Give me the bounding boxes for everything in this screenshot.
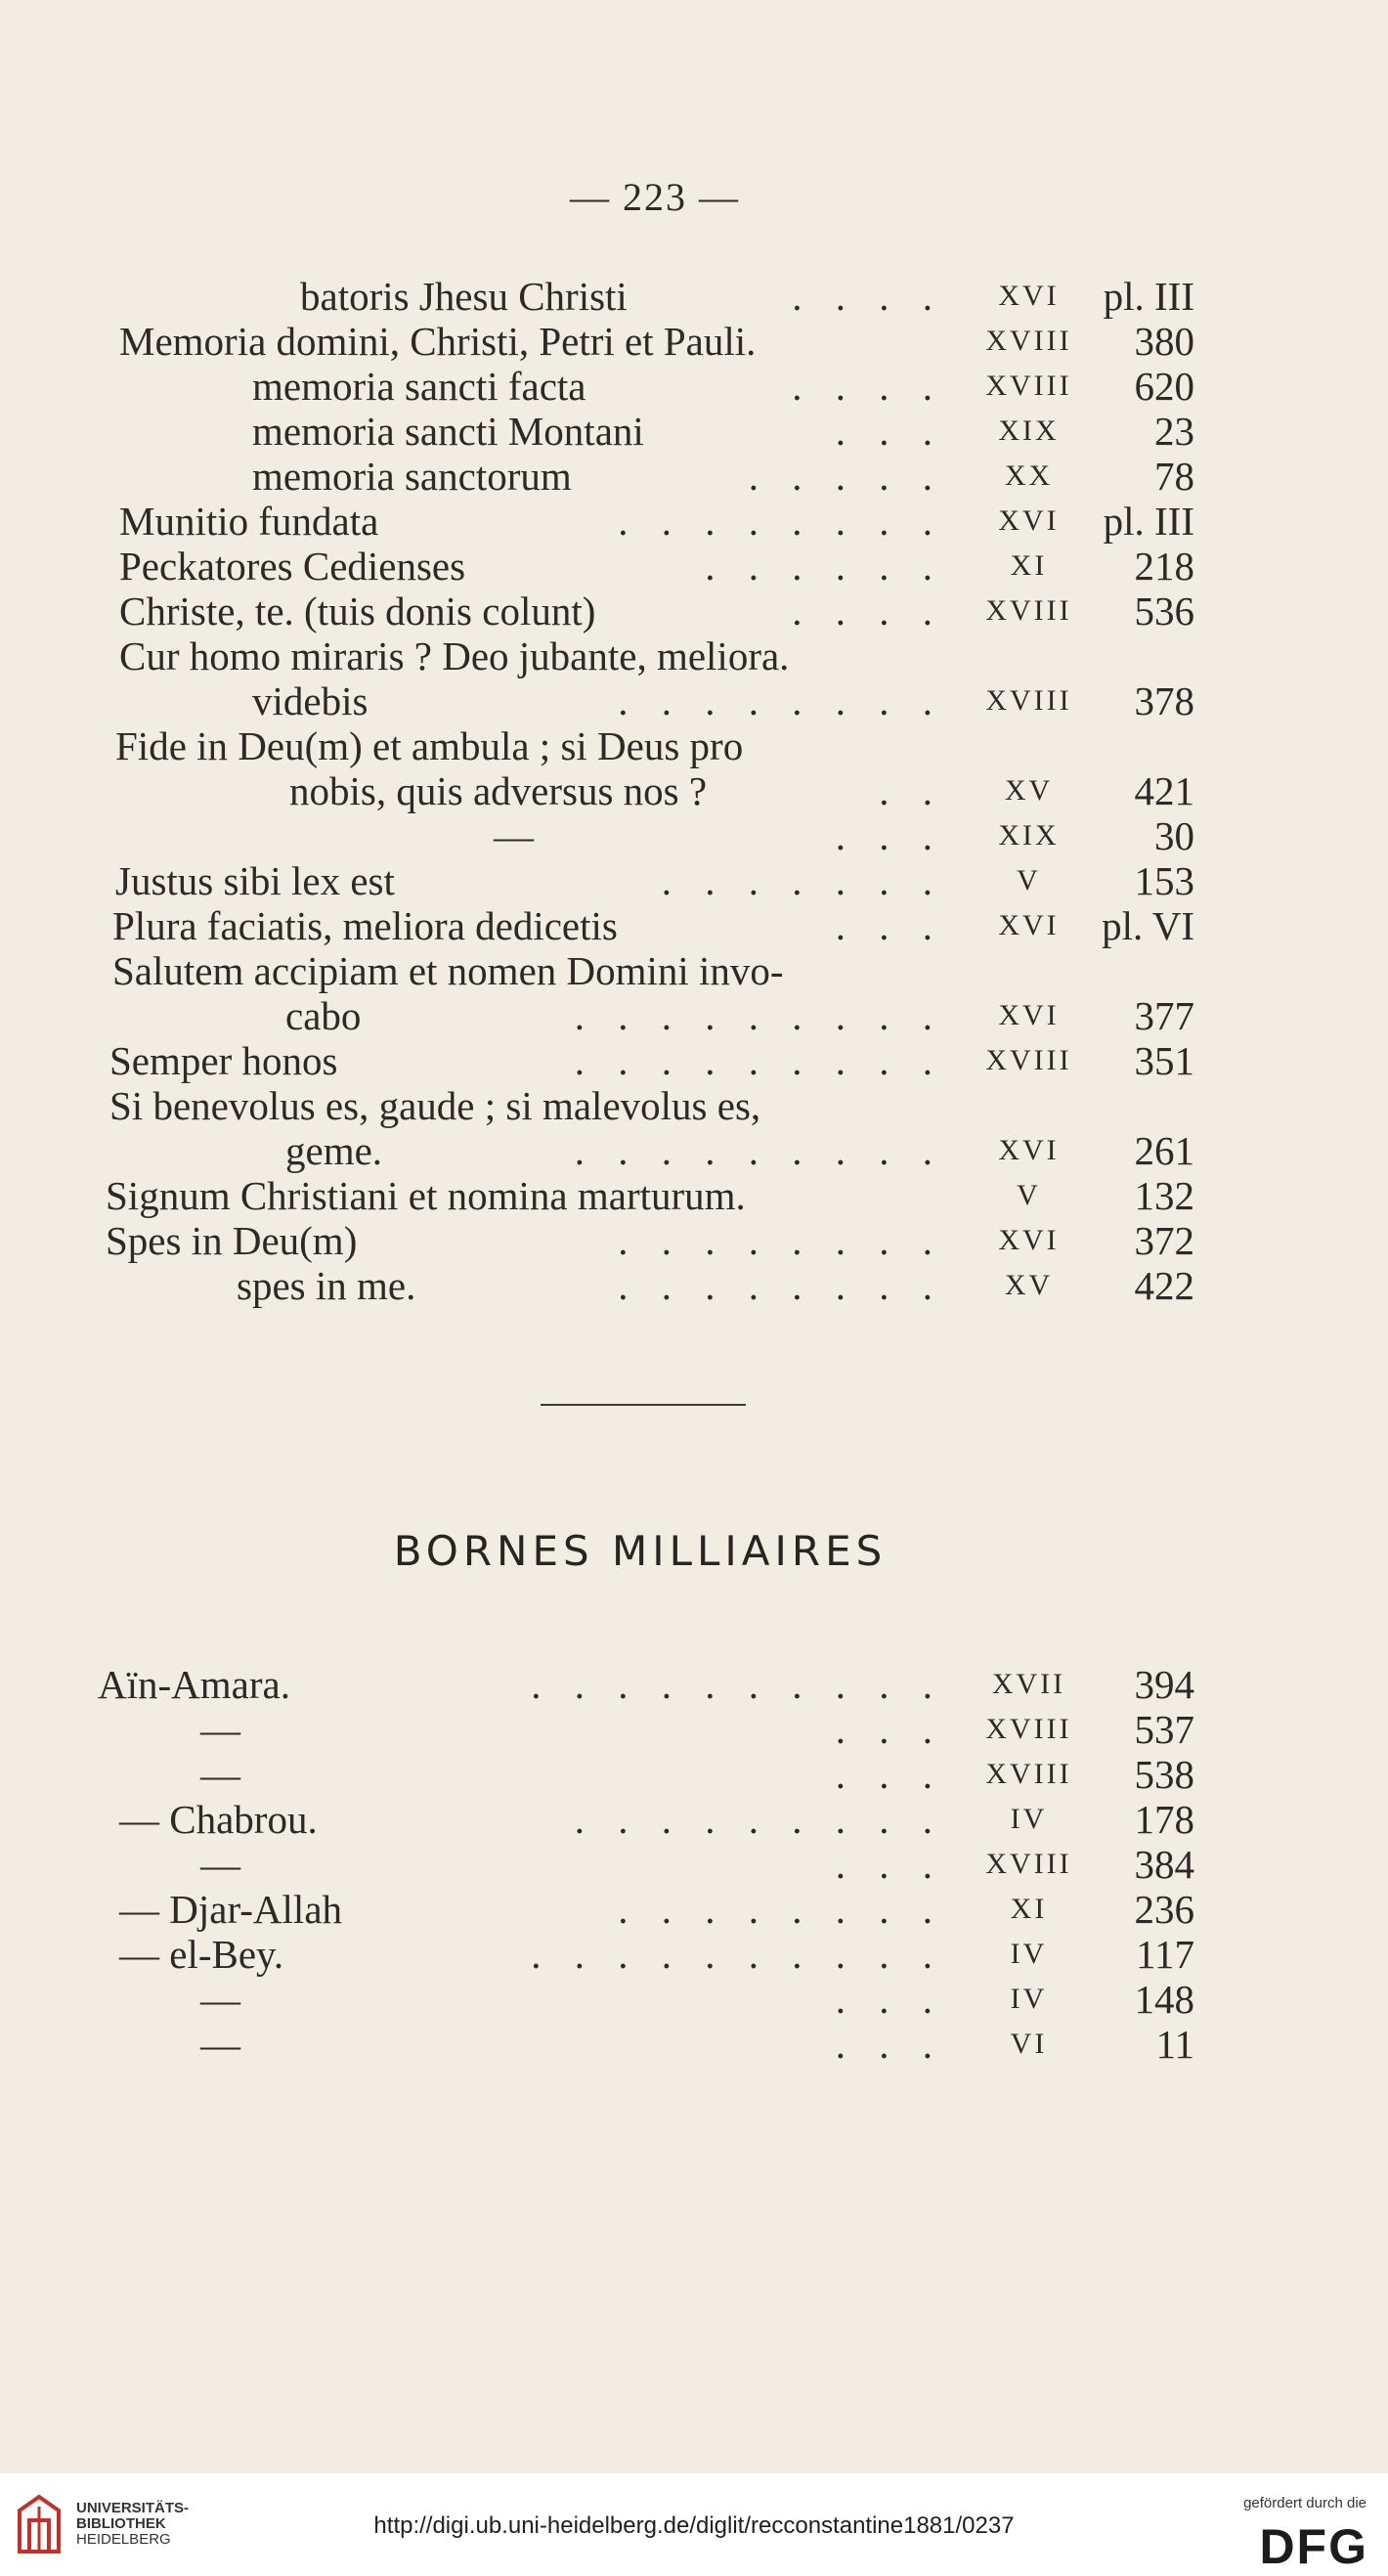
leader-dots: . . . . . . . . <box>618 499 944 544</box>
entry-text: — <box>200 2022 240 2067</box>
page-reference: 148 <box>1134 1977 1194 2022</box>
index-entry <box>0 1797 1388 1842</box>
entry-text: Memoria domini, Christi, Petri et Pauli. <box>119 319 757 364</box>
entry-text: videbis <box>252 678 369 723</box>
index-entry <box>0 364 1388 409</box>
index-entry <box>0 499 1388 544</box>
page-reference: 153 <box>1134 858 1194 903</box>
leader-dots: . . . . . . . . <box>618 1887 944 1932</box>
index-entry <box>0 2022 1388 2067</box>
leader-dots: . . . . <box>792 364 944 409</box>
page-reference: 11 <box>1155 2022 1194 2067</box>
index-entry <box>0 454 1388 499</box>
entry-text: batoris Jhesu Christi <box>300 274 628 319</box>
index-entry <box>0 1752 1388 1797</box>
entry-text: — Chabrou. <box>119 1797 318 1842</box>
entry-text: Aïn-Amara. <box>98 1662 290 1707</box>
page-reference: 537 <box>1134 1707 1194 1752</box>
entry-text: — <box>200 1707 240 1752</box>
entry-text: Cur homo miraris ? Deo jubante, meliora. <box>119 633 790 678</box>
volume-number: XI <box>1010 549 1048 582</box>
leader-dots: . . . <box>835 409 944 454</box>
volume-number: XVI <box>998 1224 1060 1256</box>
entry-text: nobis, quis adversus nos ? <box>289 768 708 813</box>
page-reference: 30 <box>1154 813 1194 858</box>
index-entry <box>0 589 1388 633</box>
entry-text: — <box>494 813 534 858</box>
index-entry <box>0 1842 1388 1887</box>
index-entry <box>0 1173 1388 1218</box>
page-reference: 218 <box>1134 544 1194 589</box>
leader-dots: . . . <box>835 903 944 948</box>
entry-text: Munitio fundata <box>119 499 379 544</box>
funding-note: gefördert durch die <box>1243 2495 1366 2511</box>
page-reference: 23 <box>1154 409 1194 454</box>
page-reference: 236 <box>1134 1887 1194 1932</box>
leader-dots: . . . . <box>792 589 944 633</box>
entry-text: Si benevolus es, gaude ; si malevolus es, <box>109 1083 761 1128</box>
entry-text: Spes in Deu(m) <box>106 1218 358 1263</box>
leader-dots: . . <box>879 768 944 813</box>
entry-text: Christe, te. (tuis donis colunt) <box>119 589 596 633</box>
leader-dots: . . . <box>835 813 944 858</box>
leader-dots: . . . . . . . <box>661 858 944 903</box>
page-reference: 261 <box>1134 1128 1194 1173</box>
entry-text: Semper honos <box>109 1038 338 1083</box>
volume-number: XVI <box>998 280 1060 312</box>
page-reference: 421 <box>1134 768 1194 813</box>
entry-text: Signum Christiani et nomina marturum. <box>106 1173 746 1218</box>
leader-dots: . . . <box>835 1977 944 2022</box>
volume-number: XX <box>1004 459 1054 492</box>
entry-text: Justus sibi lex est <box>115 858 395 903</box>
entry-text: — Djar-Allah <box>119 1887 343 1932</box>
library-name: UNIVERSITÄTS- BIBLIOTHEK HEIDELBERG <box>76 2500 190 2548</box>
volume-number: XV <box>1004 1269 1054 1301</box>
volume-number: IV <box>1010 1938 1048 1970</box>
index-entry <box>0 678 1388 723</box>
page-reference: 538 <box>1134 1752 1194 1797</box>
leader-dots: . . . <box>835 1707 944 1752</box>
volume-number: XVI <box>998 999 1060 1031</box>
volume-number: XIX <box>998 415 1060 447</box>
index-entry <box>0 1263 1388 1308</box>
index-entry <box>0 1083 1388 1128</box>
page-reference: 378 <box>1134 678 1194 723</box>
page-reference: 351 <box>1134 1038 1194 1083</box>
index-entry <box>0 1707 1388 1752</box>
volume-number: IV <box>1010 1983 1048 2015</box>
index-entry <box>0 544 1388 589</box>
leader-dots: . . . . . <box>748 454 944 499</box>
dfg-logo: DFG <box>1259 2519 1368 2574</box>
page-reference: 394 <box>1134 1662 1194 1707</box>
volume-number: XVIII <box>985 684 1072 717</box>
entry-text: cabo <box>285 993 362 1038</box>
index-entry <box>0 1977 1388 2022</box>
page-reference: 620 <box>1134 364 1194 409</box>
leader-dots: . . . . . . <box>705 544 944 589</box>
leader-dots: . . . . . . . . . . <box>531 1662 944 1707</box>
page-reference: 384 <box>1134 1842 1194 1887</box>
index-entry <box>0 768 1388 813</box>
index-entry <box>0 633 1388 678</box>
index-list-lower <box>0 1662 1388 2067</box>
page-reference: pl. III <box>1103 274 1194 319</box>
volume-number: XVIII <box>985 594 1072 627</box>
volume-number: XVIII <box>985 1848 1072 1880</box>
page-reference: 377 <box>1134 993 1194 1038</box>
entry-text: Peckatores Cedienses <box>119 544 466 589</box>
volume-number: XVIII <box>985 1713 1072 1745</box>
entry-text: Plura faciatis, meliora dedicetis <box>112 903 618 948</box>
index-entry <box>0 723 1388 768</box>
volume-number: XVIII <box>985 370 1072 402</box>
entry-text: spes in me. <box>237 1263 416 1308</box>
page-number: — 223 — <box>570 175 740 219</box>
volume-number: XVI <box>998 909 1060 941</box>
volume-number: XVIII <box>985 325 1072 357</box>
index-entry <box>0 813 1388 858</box>
source-url-link[interactable]: http://digi.ub.uni-heidelberg.de/diglit/recconstantine1881/0237 <box>373 2512 1015 2539</box>
page-reference: 132 <box>1134 1173 1194 1218</box>
index-entry <box>0 948 1388 993</box>
page-reference: 78 <box>1154 454 1194 499</box>
index-entry <box>0 993 1388 1038</box>
index-entry <box>0 274 1388 319</box>
volume-number: IV <box>1010 1803 1048 1835</box>
leader-dots: . . . . . . . . . . <box>531 1932 944 1977</box>
volume-number: VI <box>1010 2028 1048 2060</box>
page-reference: 380 <box>1134 319 1194 364</box>
leader-dots: . . . . . . . . . <box>574 1128 944 1173</box>
leader-dots: . . . . . . . . . <box>574 1797 944 1842</box>
leader-dots: . . . <box>835 2022 944 2067</box>
entry-text: Salutem accipiam et nomen Domini invo- <box>112 948 784 993</box>
index-entry <box>0 1887 1388 1932</box>
index-entry <box>0 1038 1388 1083</box>
index-entry <box>0 409 1388 454</box>
index-entry <box>0 1662 1388 1707</box>
entry-text: geme. <box>285 1128 383 1173</box>
page-reference: 178 <box>1134 1797 1194 1842</box>
index-entry <box>0 858 1388 903</box>
entry-text: memoria sanctorum <box>252 454 572 499</box>
footer-bar <box>0 2473 1388 2576</box>
entry-text: Fide in Deu(m) et ambula ; si Deus pro <box>115 723 744 768</box>
entry-text: memoria sancti Montani <box>252 409 644 454</box>
volume-number: XV <box>1004 774 1054 807</box>
volume-number: XI <box>1010 1893 1048 1925</box>
leader-dots: . . . . . . . . . <box>574 1038 944 1083</box>
index-entry <box>0 1128 1388 1173</box>
leader-dots: . . . . . . . . . <box>574 993 944 1038</box>
volume-number: XVI <box>998 504 1060 537</box>
volume-number: XVIII <box>985 1044 1072 1076</box>
page-reference: pl. VI <box>1102 903 1194 948</box>
volume-number: XVII <box>991 1668 1066 1700</box>
section-heading: BORNES MILLIAIRES <box>393 1527 888 1575</box>
leader-dots: . . . <box>835 1842 944 1887</box>
leader-dots: . . . . . . . . <box>618 1218 944 1263</box>
leader-dots: . . . . <box>792 274 944 319</box>
volume-number: V <box>1017 1179 1041 1211</box>
leader-dots: . . . . . . . . <box>618 678 944 723</box>
index-entry <box>0 903 1388 948</box>
entry-text: — <box>200 1977 240 2022</box>
index-list-upper <box>0 274 1388 1308</box>
section-divider <box>541 1404 746 1406</box>
entry-text: — el-Bey. <box>119 1932 284 1977</box>
volume-number: XIX <box>998 819 1060 851</box>
entry-text: — <box>200 1842 240 1887</box>
index-entry <box>0 319 1388 364</box>
volume-number: XVIII <box>985 1758 1072 1790</box>
index-entry <box>0 1932 1388 1977</box>
entry-text: memoria sancti facta <box>252 364 586 409</box>
page-reference: 536 <box>1134 589 1194 633</box>
index-entry <box>0 1218 1388 1263</box>
leader-dots: . . . <box>835 1752 944 1797</box>
volume-number: V <box>1017 864 1041 896</box>
leader-dots: . . . . . . . . <box>618 1263 944 1308</box>
page-reference: pl. III <box>1103 499 1194 544</box>
page-reference: 372 <box>1134 1218 1194 1263</box>
entry-text: — <box>200 1752 240 1797</box>
page-reference: 117 <box>1136 1932 1194 1977</box>
page-reference: 422 <box>1134 1263 1194 1308</box>
volume-number: XVI <box>998 1134 1060 1166</box>
